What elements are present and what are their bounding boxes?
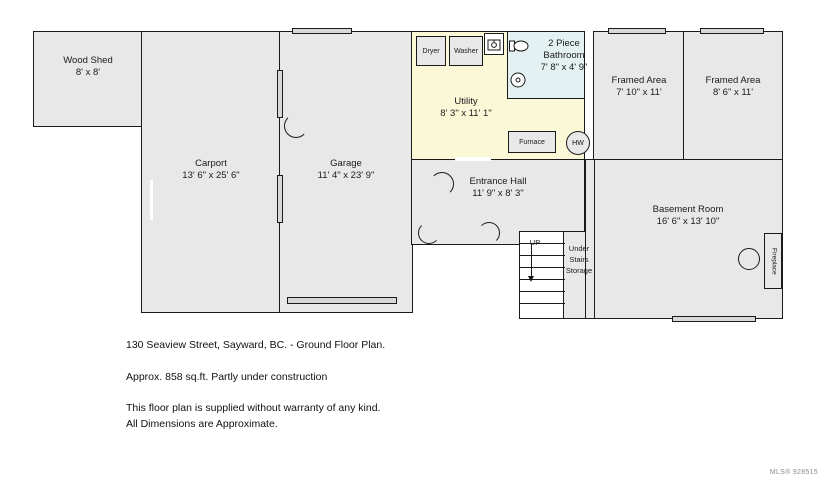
washer-fixture [449,36,483,66]
carport-dim: 13' 6" x 25' 6" [182,170,240,181]
carport-opening-upper [277,70,283,118]
stair-step [519,255,565,256]
storage-line-1: Under [568,244,590,253]
label-carport [141,158,281,182]
stair-step [519,279,565,280]
carport-opening-lower [277,175,283,223]
fireplace-label: Fireplace [770,247,778,275]
storage-line-3: Storage [565,266,593,275]
stair-step [519,303,565,304]
plan-area-note: Approx. 858 sq.ft. Partly under construction [126,371,328,383]
label-framed-area-1 [593,75,685,99]
utility-hall-opening [455,157,491,161]
plan-disclaimer-1: This floor plan is supplied without warranty of any kind. [126,402,381,414]
window-framed-area-2-top [700,28,764,34]
door-swing-entrance-front-1 [418,222,440,244]
plan-disclaimer-2: All Dimensions are Approximate. [126,418,278,430]
window-basement-bottom [672,316,756,322]
framed-area-2-name: Framed Area [705,75,761,86]
label-garage [279,158,413,182]
hw-label: HW [572,139,584,147]
stair-step [519,267,565,268]
carport-name: Carport [195,158,227,169]
door-swing-entrance-front-2 [478,222,500,244]
framed-area-2-dim: 8' 6" x 11' [712,87,754,98]
sink-icon [487,37,501,51]
sink-fixture [484,33,504,55]
utility-name: Utility [454,96,478,107]
stair-direction-line [531,244,532,276]
bathroom-name-line2: Bathroom [543,50,585,61]
hall-basement-connector [585,159,595,319]
dryer-label: Dryer [422,47,440,55]
label-basement-room [593,204,783,228]
stair-up-label: UP [529,238,541,247]
stair-step [519,291,565,292]
wood-shed-name: Wood Shed [63,55,113,66]
window-framed-area-1-top [608,28,666,34]
mls-watermark: MLS® 928515 [769,469,818,476]
label-wood-shed [33,55,143,79]
fireplace-fixture [764,233,782,289]
plan-title: 130 Seaview Street, Sayward, BC. - Ground Floor Plan. [126,339,386,351]
framed-area-1-name: Framed Area [611,75,667,86]
garage-door [287,297,397,304]
label-under-stairs-storage [563,243,595,276]
garage-top-opening [292,28,352,34]
label-framed-area-2 [683,75,783,99]
label-utility [411,96,521,120]
room-wood-shed [33,31,143,127]
label-bathroom [519,38,609,74]
entrance-hall-dim: 11' 9" x 8' 3" [472,188,524,199]
dryer-fixture [416,36,446,66]
furnace-label: Furnace [519,138,545,146]
bathroom-dim: 7' 8" x 4' 9" [540,62,588,73]
basement-room-dim: 16' 6" x 13' 10" [656,216,720,227]
wood-shed-dim: 8' x 8' [75,67,101,78]
bathroom-name-line1: 2 Piece [548,38,580,49]
stair-direction-arrow [528,276,534,282]
garage-name: Garage [330,158,362,169]
garage-dim: 11' 4" x 23' 9" [317,170,375,181]
label-entrance-hall [411,176,585,200]
utility-dim: 8' 3" x 11' 1" [440,108,492,119]
door-swing-garage-carport [284,114,308,138]
room-basement [593,159,783,319]
entrance-hall-name: Entrance Hall [469,176,527,187]
basement-room-name: Basement Room [652,204,724,215]
carport-door-gap [150,180,153,220]
hot-water-tank [566,131,590,155]
framed-area-1-dim: 7' 10" x 11' [616,87,662,98]
washer-label: Washer [454,47,478,55]
fireplace-hearth [738,248,760,270]
storage-line-2: Stairs [569,255,589,264]
furnace-fixture [508,131,556,153]
